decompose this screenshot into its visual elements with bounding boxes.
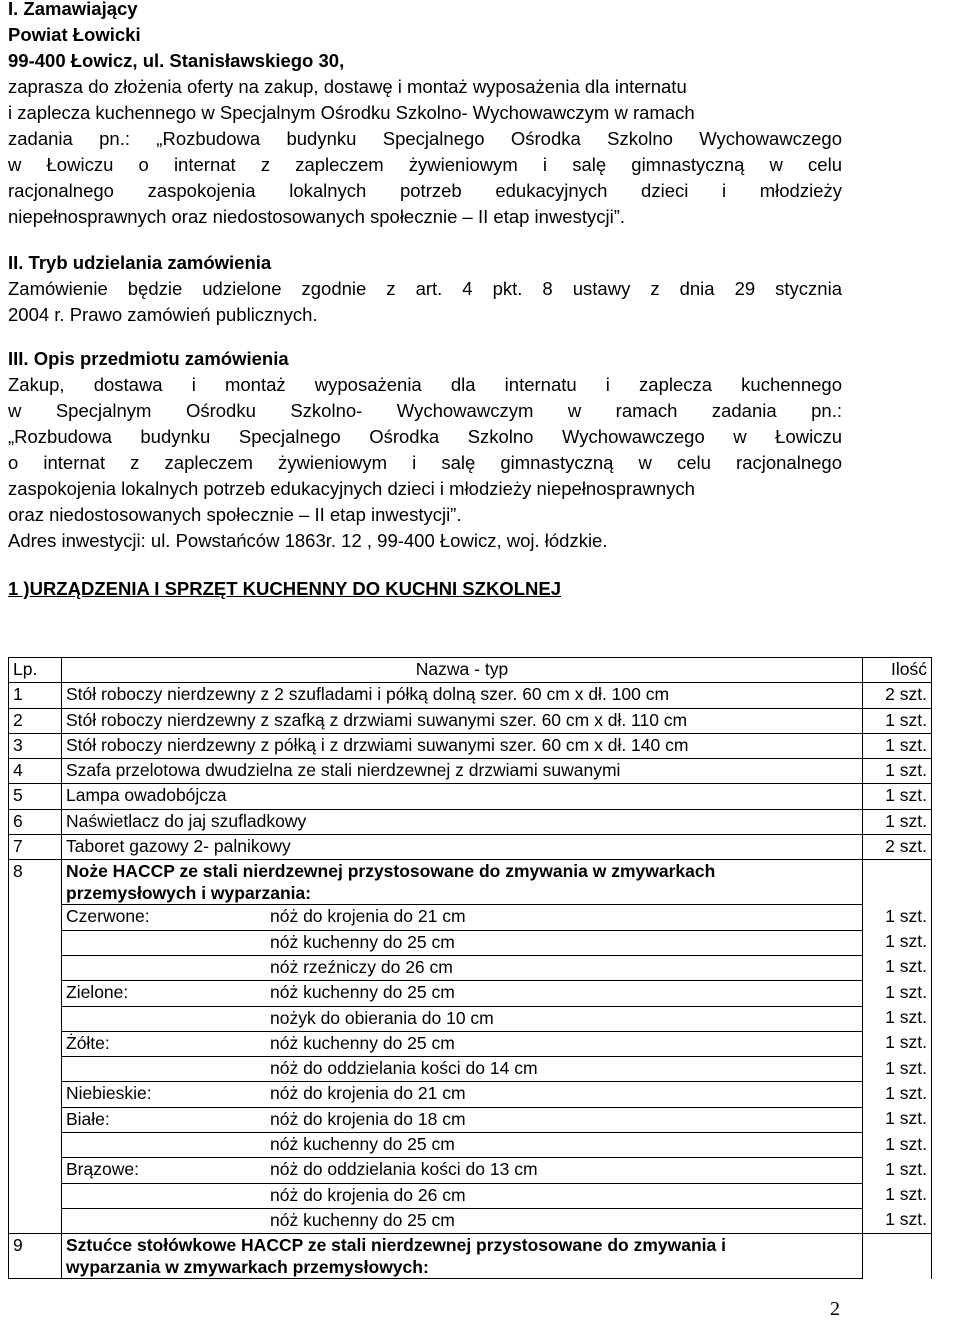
knife-row [9,1133,932,1158]
section-2-title: II. Tryb udzielania zamówienia [8,252,272,273]
knife-rows [9,905,932,1234]
knife-lp-empty [9,1082,62,1107]
row-qty-empty [863,860,932,905]
knife-qty: 1 szt. [863,1082,932,1107]
knife-name: nóż kuchenny do 25 cm [266,981,863,1006]
knife-name: nóż do oddzielania kości do 14 cm [266,1057,863,1082]
header-lp: Lp. [9,658,62,683]
knife-name: nóż kuchenny do 25 cm [266,1208,863,1233]
knife-color-label: Niebieskie: [62,1082,267,1107]
knife-row [9,1158,932,1183]
row-lp: 5 [9,784,62,809]
intro-line: i zaplecza kuchennego w Specjalnym Ośrodku Szkolno- Wychowawczym w ramach [8,102,695,123]
intro-line: zaprasza do złożenia oferty na zakup, dostawę i montaż wyposażenia dla internatu [8,76,687,97]
knife-lp-empty [9,1208,62,1233]
knife-qty: 1 szt. [863,1057,932,1082]
row-name: Stół roboczy nierdzewny z półką i z drzwiami suwanymi szer. 60 cm x dł. 140 cm [62,733,863,758]
orderer-address: 99-400 Łowicz, ul. Stanisławskiego 30, [8,50,345,71]
knife-qty: 1 szt. [863,1006,932,1031]
intro-line: zadania pn.: „Rozbudowa budynku Specjalnego Ośrodka Szkolno Wychowawczego [8,128,842,149]
kitchen-equipment-heading: 1 )URZĄDZENIA I SPRZĘT KUCHENNY DO KUCHNI SZKOLNEJ [8,578,561,599]
knife-color-label [62,1208,267,1233]
knife-qty: 1 szt. [863,1133,932,1158]
knife-lp-empty [9,1133,62,1158]
knife-name: nożyk do obierania do 10 cm [266,1006,863,1031]
knife-name: nóż do oddzielania kości do 13 cm [266,1158,863,1183]
table-row [9,835,932,860]
header-name: Nazwa - typ [62,658,863,683]
knives-title-line: przemysłowych i wyparzania: [66,883,312,904]
knife-color-label [62,930,267,955]
investment-address: Adres inwestycji: ul. Powstańców 1863r. 12 , 99-400 Łowicz, woj. łódzkie. [8,530,608,551]
knife-row [9,955,932,980]
knife-lp-empty [9,1107,62,1132]
table-row-knives [9,860,932,905]
knife-qty: 1 szt. [863,1158,932,1183]
table-row [9,683,932,708]
section-3-title: III. Opis przedmiotu zamówienia [8,348,289,369]
knife-row [9,1031,932,1056]
knife-lp-empty [9,955,62,980]
knife-row [9,1107,932,1132]
cutlery-title-line: wyparzania w zmywarkach przemysłowych: [66,1257,429,1278]
header-qty: Ilość [863,658,932,683]
table-row [9,809,932,834]
knife-color-label: Zielone: [62,981,267,1006]
knife-qty: 1 szt. [863,1031,932,1056]
row-qty: 1 szt. [863,708,932,733]
document-page [8,0,842,602]
row-lp: 8 [9,860,62,905]
section-3-line: Zakup, dostawa i montaż wyposażenia dla internatu i zaplecza kuchennego [8,374,842,395]
row-qty: 1 szt. [863,759,932,784]
knife-qty: 1 szt. [863,1107,932,1132]
section-3-line: zaspokojenia lokalnych potrzeb edukacyjnych dzieci i młodzieży niepełnosprawnych [8,478,695,499]
knife-row [9,930,932,955]
section-2-line: Zamówienie będzie udzielone zgodnie z art. 4 pkt. 8 ustawy z dnia 29 stycznia [8,278,842,299]
knife-lp-empty [9,1183,62,1208]
knife-name: nóż do krojenia do 26 cm [266,1183,863,1208]
knife-name: nóż do krojenia do 21 cm [266,1082,863,1107]
section-3-line: oraz niedostosowanych społecznie – II etap inwestycji”. [8,504,462,525]
row-name: Lampa owadobójcza [62,784,863,809]
row-name: Naświetlacz do jaj szufladkowy [62,809,863,834]
knife-color-label [62,1006,267,1031]
knife-qty: 1 szt. [863,981,932,1006]
knife-lp-empty [9,1158,62,1183]
intro-paragraph [8,74,842,230]
table-row [9,784,932,809]
intro-line: racjonalnego zaspokojenia lokalnych potrzeb edukacyjnych dzieci i młodzieży [8,180,842,201]
knife-color-label [62,1057,267,1082]
section-2-line: 2004 r. Prawo zamówień publicznych. [8,304,318,325]
page-number: 2 [830,1298,840,1320]
row-qty: 1 szt. [863,809,932,834]
knife-row [9,1183,932,1208]
section-3-line: „Rozbudowa budynku Specjalnego Ośrodka Szkolno Wychowawczego w Łowiczu [8,426,842,447]
row-name: Stół roboczy nierdzewny z 2 szufladami i półką dolną szer. 60 cm x dł. 100 cm [62,683,863,708]
knife-lp-empty [9,1031,62,1056]
knife-row [9,1208,932,1233]
knife-lp-empty [9,905,62,930]
knife-color-label: Czerwone: [62,905,267,930]
row-lp: 4 [9,759,62,784]
row-qty: 2 szt. [863,683,932,708]
row-lp: 9 [9,1234,62,1279]
knife-lp-empty [9,981,62,1006]
row-qty: 1 szt. [863,733,932,758]
equipment-table [8,657,932,1279]
row-lp: 6 [9,809,62,834]
knife-row [9,1082,932,1107]
knives-title [62,860,863,905]
row-qty: 2 szt. [863,835,932,860]
knife-lp-empty [9,930,62,955]
section-3-line: o internat z zapleczem żywieniowym i salę gimnastyczną w celu racjonalnego [8,452,842,473]
knife-lp-empty [9,1057,62,1082]
cutlery-title-line: Sztućce stołówkowe HACCP ze stali nierdzewnej przystosowane do zmywania i [66,1235,726,1256]
row-qty-empty [863,1234,932,1279]
table-row-cutlery [9,1234,932,1279]
knife-color-label [62,1133,267,1158]
knife-name: nóż do krojenia do 18 cm [266,1107,863,1132]
row-name: Szafa przelotowa dwudzielna ze stali nierdzewnej z drzwiami suwanymi [62,759,863,784]
table-row [9,708,932,733]
row-name: Taboret gazowy 2- palnikowy [62,835,863,860]
knife-color-label [62,1183,267,1208]
knives-title-line: Noże HACCP ze stali nierdzewnej przystosowane do zmywania w zmywarkach [66,861,716,882]
knife-row [9,981,932,1006]
section-3-line: w Specjalnym Ośrodku Szkolno- Wychowawczym w ramach zadania pn.: [8,400,842,421]
knife-qty: 1 szt. [863,905,932,930]
knife-name: nóż kuchenny do 25 cm [266,1031,863,1056]
table-row [9,759,932,784]
table-row [9,733,932,758]
knife-color-label [62,955,267,980]
knife-color-label: Żółte: [62,1031,267,1056]
knife-qty: 1 szt. [863,1183,932,1208]
intro-line: w Łowiczu o internat z zapleczem żywieniowym i salę gimnastyczną w celu [8,154,842,175]
knife-row [9,1006,932,1031]
knife-color-label: Białe: [62,1107,267,1132]
table-header-row [9,658,932,683]
row-lp: 3 [9,733,62,758]
orderer-name: Powiat Łowicki [8,24,141,45]
knife-color-label: Brązowe: [62,1158,267,1183]
knife-qty: 1 szt. [863,1208,932,1233]
knife-name: nóż kuchenny do 25 cm [266,930,863,955]
knife-qty: 1 szt. [863,955,932,980]
row-lp: 7 [9,835,62,860]
row-lp: 1 [9,683,62,708]
row-lp: 2 [9,708,62,733]
knife-name: nóż kuchenny do 25 cm [266,1133,863,1158]
knife-name: nóż rzeźniczy do 26 cm [266,955,863,980]
knife-lp-empty [9,1006,62,1031]
row-name: Stół roboczy nierdzewny z szafką z drzwiami suwanymi szer. 60 cm x dł. 110 cm [62,708,863,733]
intro-line: niepełnosprawnych oraz niedostosowanych społecznie – II etap inwestycji”. [8,206,626,227]
knife-row [9,1057,932,1082]
section-1-title: I. Zamawiający [8,0,138,19]
knife-qty: 1 szt. [863,930,932,955]
knife-row [9,905,932,930]
cutlery-title [62,1234,863,1279]
knife-name: nóż do krojenia do 21 cm [266,905,863,930]
row-qty: 1 szt. [863,784,932,809]
